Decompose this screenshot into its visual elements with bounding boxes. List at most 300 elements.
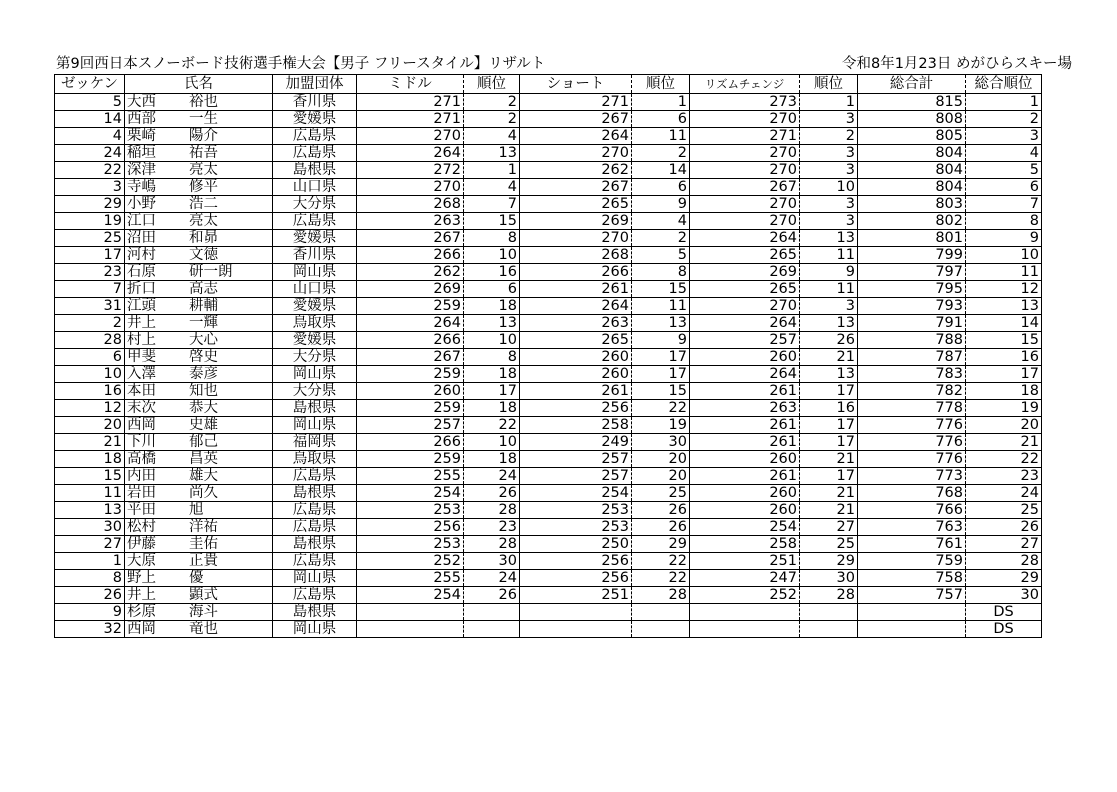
given-name: 竜也 xyxy=(189,621,218,637)
middle-rank-cell: 2 xyxy=(464,111,520,128)
given-name: 一輝 xyxy=(189,315,218,331)
table-row xyxy=(55,502,1042,519)
bib-cell: 22 xyxy=(55,162,125,179)
rhythm-rank-cell xyxy=(800,604,858,621)
middle-rank-cell: 18 xyxy=(464,400,520,417)
middle-rank-cell: 26 xyxy=(464,587,520,604)
short-rank-cell: 5 xyxy=(632,247,690,264)
middle-rank-cell: 28 xyxy=(464,502,520,519)
rhythm-score-cell: 261 xyxy=(690,383,800,400)
given-name: 優 xyxy=(189,570,204,586)
short-score-cell: 254 xyxy=(520,485,632,502)
family-name: 寺嶋 xyxy=(127,179,156,195)
bib-cell: 10 xyxy=(55,366,125,383)
total-cell: 799 xyxy=(858,247,966,264)
overall-rank-cell: 13 xyxy=(966,298,1042,315)
short-score-cell: 256 xyxy=(520,553,632,570)
family-name: 末次 xyxy=(127,400,156,416)
middle-rank-cell: 1 xyxy=(464,162,520,179)
middle-score-cell: 272 xyxy=(357,162,464,179)
total-cell: 776 xyxy=(858,417,966,434)
bib-cell: 16 xyxy=(55,383,125,400)
prefecture-cell: 岡山県 xyxy=(273,621,357,638)
middle-score-cell: 263 xyxy=(357,213,464,230)
overall-rank-cell: 25 xyxy=(966,502,1042,519)
prefecture-cell: 香川県 xyxy=(273,94,357,111)
middle-score-cell: 262 xyxy=(357,264,464,281)
table-row xyxy=(55,587,1042,604)
bib-cell: 29 xyxy=(55,196,125,213)
table-row xyxy=(55,145,1042,162)
total-cell: 803 xyxy=(858,196,966,213)
table-row xyxy=(55,553,1042,570)
col-total: 総合計 xyxy=(858,75,966,94)
middle-score-cell: 270 xyxy=(357,128,464,145)
given-name: 史雄 xyxy=(189,417,218,433)
rhythm-rank-cell: 2 xyxy=(800,128,858,145)
overall-rank-cell: 18 xyxy=(966,383,1042,400)
total-cell: 791 xyxy=(858,315,966,332)
short-score-cell: 253 xyxy=(520,519,632,536)
given-name: 顕式 xyxy=(189,587,218,603)
short-score-cell xyxy=(520,621,632,638)
short-rank-cell: 19 xyxy=(632,417,690,434)
middle-score-cell: 254 xyxy=(357,587,464,604)
family-name: 高橋 xyxy=(127,451,156,467)
family-name: 西岡 xyxy=(127,621,156,637)
rhythm-score-cell: 258 xyxy=(690,536,800,553)
middle-rank-cell: 13 xyxy=(464,145,520,162)
table-row xyxy=(55,162,1042,179)
total-cell: 776 xyxy=(858,451,966,468)
short-score-cell: 267 xyxy=(520,111,632,128)
col-rhythm-change: リズムチェンジ xyxy=(690,75,800,94)
col-rhythm-rank: 順位 xyxy=(800,75,858,94)
bib-cell: 7 xyxy=(55,281,125,298)
middle-score-cell: 259 xyxy=(357,298,464,315)
rhythm-score-cell: 257 xyxy=(690,332,800,349)
rhythm-score-cell: 270 xyxy=(690,145,800,162)
table-row xyxy=(55,621,1042,638)
rhythm-rank-cell: 16 xyxy=(800,400,858,417)
short-score-cell: 256 xyxy=(520,570,632,587)
name-cell xyxy=(125,298,273,315)
family-name: 大西 xyxy=(127,94,156,110)
middle-score-cell: 254 xyxy=(357,485,464,502)
rhythm-rank-cell: 17 xyxy=(800,468,858,485)
table-row xyxy=(55,383,1042,400)
short-rank-cell: 6 xyxy=(632,111,690,128)
name-cell xyxy=(125,400,273,417)
middle-rank-cell: 23 xyxy=(464,519,520,536)
family-name: 小野 xyxy=(127,196,156,212)
short-score-cell: 257 xyxy=(520,468,632,485)
bib-cell: 3 xyxy=(55,179,125,196)
short-rank-cell: 2 xyxy=(632,145,690,162)
name-cell xyxy=(125,111,273,128)
rhythm-score-cell: 260 xyxy=(690,451,800,468)
col-overall-rank: 総合順位 xyxy=(966,75,1042,94)
total-cell xyxy=(858,621,966,638)
middle-rank-cell: 7 xyxy=(464,196,520,213)
total-cell: 805 xyxy=(858,128,966,145)
prefecture-cell: 広島県 xyxy=(273,468,357,485)
short-rank-cell: 14 xyxy=(632,162,690,179)
rhythm-rank-cell: 27 xyxy=(800,519,858,536)
given-name: 裕也 xyxy=(189,94,218,110)
prefecture-cell: 広島県 xyxy=(273,213,357,230)
family-name: 内田 xyxy=(127,468,156,484)
short-rank-cell: 13 xyxy=(632,315,690,332)
middle-score-cell: 264 xyxy=(357,145,464,162)
middle-rank-cell: 17 xyxy=(464,383,520,400)
total-cell: 815 xyxy=(858,94,966,111)
overall-rank-cell: 4 xyxy=(966,145,1042,162)
overall-rank-cell: 28 xyxy=(966,553,1042,570)
prefecture-cell: 大分県 xyxy=(273,383,357,400)
short-rank-cell: 26 xyxy=(632,519,690,536)
middle-rank-cell: 13 xyxy=(464,315,520,332)
table-row xyxy=(55,213,1042,230)
short-rank-cell: 11 xyxy=(632,128,690,145)
rhythm-score-cell xyxy=(690,604,800,621)
name-cell xyxy=(125,162,273,179)
rhythm-score-cell: 261 xyxy=(690,417,800,434)
name-cell xyxy=(125,145,273,162)
col-short: ショート xyxy=(520,75,632,94)
bib-cell: 27 xyxy=(55,536,125,553)
middle-score-cell: 259 xyxy=(357,400,464,417)
middle-score-cell: 267 xyxy=(357,349,464,366)
rhythm-rank-cell: 17 xyxy=(800,417,858,434)
prefecture-cell: 広島県 xyxy=(273,502,357,519)
middle-score-cell: 266 xyxy=(357,247,464,264)
family-name: 入澤 xyxy=(127,366,156,382)
name-cell xyxy=(125,281,273,298)
prefecture-cell: 岡山県 xyxy=(273,417,357,434)
short-score-cell: 265 xyxy=(520,332,632,349)
table-row xyxy=(55,468,1042,485)
rhythm-score-cell: 263 xyxy=(690,400,800,417)
rhythm-rank-cell: 26 xyxy=(800,332,858,349)
middle-score-cell: 260 xyxy=(357,383,464,400)
prefecture-cell: 島根県 xyxy=(273,400,357,417)
given-name: 旭 xyxy=(189,502,204,518)
short-score-cell: 257 xyxy=(520,451,632,468)
short-rank-cell: 9 xyxy=(632,196,690,213)
rhythm-score-cell: 247 xyxy=(690,570,800,587)
middle-rank-cell: 18 xyxy=(464,298,520,315)
middle-score-cell xyxy=(357,604,464,621)
bib-cell: 18 xyxy=(55,451,125,468)
total-cell: 761 xyxy=(858,536,966,553)
rhythm-score-cell: 254 xyxy=(690,519,800,536)
total-cell: 757 xyxy=(858,587,966,604)
short-score-cell: 258 xyxy=(520,417,632,434)
bib-cell: 24 xyxy=(55,145,125,162)
name-cell xyxy=(125,366,273,383)
name-cell xyxy=(125,128,273,145)
total-cell: 759 xyxy=(858,553,966,570)
family-name: 江口 xyxy=(127,213,156,229)
rhythm-score-cell: 260 xyxy=(690,502,800,519)
total-cell: 758 xyxy=(858,570,966,587)
name-cell xyxy=(125,519,273,536)
name-cell xyxy=(125,621,273,638)
prefecture-cell: 広島県 xyxy=(273,128,357,145)
rhythm-rank-cell: 3 xyxy=(800,111,858,128)
middle-rank-cell: 28 xyxy=(464,536,520,553)
table-row xyxy=(55,111,1042,128)
rhythm-rank-cell: 3 xyxy=(800,162,858,179)
middle-score-cell: 271 xyxy=(357,111,464,128)
name-cell xyxy=(125,230,273,247)
middle-score-cell: 264 xyxy=(357,315,464,332)
middle-rank-cell: 18 xyxy=(464,451,520,468)
given-name: 高志 xyxy=(189,281,218,297)
name-cell xyxy=(125,264,273,281)
bib-cell: 8 xyxy=(55,570,125,587)
overall-rank-cell: 16 xyxy=(966,349,1042,366)
middle-rank-cell: 10 xyxy=(464,434,520,451)
bib-cell: 26 xyxy=(55,587,125,604)
short-score-cell: 251 xyxy=(520,587,632,604)
short-rank-cell xyxy=(632,621,690,638)
bib-cell: 13 xyxy=(55,502,125,519)
middle-score-cell: 271 xyxy=(357,94,464,111)
short-rank-cell: 4 xyxy=(632,213,690,230)
given-name: 文徳 xyxy=(189,247,218,263)
name-cell xyxy=(125,502,273,519)
middle-score-cell: 259 xyxy=(357,366,464,383)
table-row xyxy=(55,128,1042,145)
given-name: 祐吾 xyxy=(189,145,218,161)
short-score-cell: 256 xyxy=(520,400,632,417)
rhythm-score-cell: 260 xyxy=(690,485,800,502)
rhythm-score-cell: 270 xyxy=(690,298,800,315)
prefecture-cell: 愛媛県 xyxy=(273,230,357,247)
prefecture-cell: 香川県 xyxy=(273,247,357,264)
table-row xyxy=(55,247,1042,264)
rhythm-score-cell: 260 xyxy=(690,349,800,366)
name-cell xyxy=(125,94,273,111)
prefecture-cell: 島根県 xyxy=(273,604,357,621)
table-row xyxy=(55,485,1042,502)
bib-cell: 9 xyxy=(55,604,125,621)
rhythm-rank-cell: 3 xyxy=(800,298,858,315)
name-cell xyxy=(125,213,273,230)
family-name: 平田 xyxy=(127,502,156,518)
given-name: 亮太 xyxy=(189,162,218,178)
table-row xyxy=(55,400,1042,417)
short-rank-cell xyxy=(632,604,690,621)
name-cell xyxy=(125,434,273,451)
page-title: 第9回西日本スノーボード技術選手権大会【男子 フリースタイル】リザルト xyxy=(56,56,546,72)
table-row xyxy=(55,451,1042,468)
middle-rank-cell: 15 xyxy=(464,213,520,230)
bib-cell: 19 xyxy=(55,213,125,230)
overall-rank-cell: 12 xyxy=(966,281,1042,298)
table-row xyxy=(55,417,1042,434)
family-name: 伊藤 xyxy=(127,536,156,552)
rhythm-rank-cell: 21 xyxy=(800,502,858,519)
table-row xyxy=(55,315,1042,332)
name-cell xyxy=(125,383,273,400)
short-rank-cell: 1 xyxy=(632,94,690,111)
overall-rank-cell: 15 xyxy=(966,332,1042,349)
table-row xyxy=(55,94,1042,111)
bib-cell: 14 xyxy=(55,111,125,128)
total-cell: 801 xyxy=(858,230,966,247)
rhythm-score-cell: 269 xyxy=(690,264,800,281)
results-header xyxy=(54,54,1072,74)
total-cell: 768 xyxy=(858,485,966,502)
short-rank-cell: 20 xyxy=(632,468,690,485)
name-cell xyxy=(125,553,273,570)
total-cell: 776 xyxy=(858,434,966,451)
table-row xyxy=(55,332,1042,349)
total-cell: 793 xyxy=(858,298,966,315)
prefecture-cell: 福岡県 xyxy=(273,434,357,451)
rhythm-rank-cell: 9 xyxy=(800,264,858,281)
given-name: 啓史 xyxy=(189,349,218,365)
bib-cell: 20 xyxy=(55,417,125,434)
short-rank-cell: 6 xyxy=(632,179,690,196)
family-name: 杉原 xyxy=(127,604,156,620)
short-score-cell: 264 xyxy=(520,128,632,145)
overall-rank-cell: 2 xyxy=(966,111,1042,128)
total-cell: 763 xyxy=(858,519,966,536)
middle-rank-cell xyxy=(464,621,520,638)
prefecture-cell: 山口県 xyxy=(273,179,357,196)
middle-score-cell: 255 xyxy=(357,570,464,587)
middle-score-cell: 266 xyxy=(357,434,464,451)
name-cell xyxy=(125,536,273,553)
bib-cell: 12 xyxy=(55,400,125,417)
middle-rank-cell: 10 xyxy=(464,332,520,349)
middle-score-cell: 268 xyxy=(357,196,464,213)
col-middle-rank: 順位 xyxy=(464,75,520,94)
given-name: 郁己 xyxy=(189,434,218,450)
given-name: 雄大 xyxy=(189,468,218,484)
bib-cell: 5 xyxy=(55,94,125,111)
overall-rank-cell: 22 xyxy=(966,451,1042,468)
name-cell xyxy=(125,332,273,349)
total-cell: 783 xyxy=(858,366,966,383)
rhythm-score-cell xyxy=(690,621,800,638)
rhythm-score-cell: 265 xyxy=(690,281,800,298)
given-name: 浩二 xyxy=(189,196,218,212)
rhythm-rank-cell: 25 xyxy=(800,536,858,553)
given-name: 昌英 xyxy=(189,451,218,467)
rhythm-rank-cell: 29 xyxy=(800,553,858,570)
rhythm-score-cell: 267 xyxy=(690,179,800,196)
given-name: 海斗 xyxy=(189,604,218,620)
table-row xyxy=(55,349,1042,366)
rhythm-score-cell: 270 xyxy=(690,162,800,179)
middle-score-cell: 252 xyxy=(357,553,464,570)
short-score-cell: 260 xyxy=(520,366,632,383)
short-rank-cell: 25 xyxy=(632,485,690,502)
total-cell xyxy=(858,604,966,621)
overall-rank-cell: 21 xyxy=(966,434,1042,451)
middle-score-cell: 266 xyxy=(357,332,464,349)
middle-rank-cell: 24 xyxy=(464,570,520,587)
table-header-row xyxy=(55,75,1042,94)
short-rank-cell: 9 xyxy=(632,332,690,349)
rhythm-score-cell: 265 xyxy=(690,247,800,264)
family-name: 江頭 xyxy=(127,298,156,314)
name-cell xyxy=(125,349,273,366)
short-score-cell: 266 xyxy=(520,264,632,281)
rhythm-rank-cell: 21 xyxy=(800,349,858,366)
col-name: 氏名 xyxy=(125,75,273,94)
prefecture-cell: 愛媛県 xyxy=(273,111,357,128)
middle-rank-cell: 22 xyxy=(464,417,520,434)
middle-score-cell: 256 xyxy=(357,519,464,536)
short-score-cell: 249 xyxy=(520,434,632,451)
short-score-cell: 269 xyxy=(520,213,632,230)
middle-score-cell: 267 xyxy=(357,230,464,247)
prefecture-cell: 鳥取県 xyxy=(273,315,357,332)
overall-rank-cell: 11 xyxy=(966,264,1042,281)
middle-rank-cell: 4 xyxy=(464,179,520,196)
bib-cell: 30 xyxy=(55,519,125,536)
rhythm-rank-cell: 10 xyxy=(800,179,858,196)
rhythm-rank-cell xyxy=(800,621,858,638)
short-rank-cell: 11 xyxy=(632,298,690,315)
bib-cell: 17 xyxy=(55,247,125,264)
middle-rank-cell: 8 xyxy=(464,230,520,247)
prefecture-cell: 広島県 xyxy=(273,553,357,570)
middle-rank-cell: 30 xyxy=(464,553,520,570)
middle-score-cell: 259 xyxy=(357,451,464,468)
given-name: 一生 xyxy=(189,111,218,127)
middle-rank-cell: 6 xyxy=(464,281,520,298)
total-cell: 804 xyxy=(858,179,966,196)
table-body xyxy=(55,94,1042,638)
bib-cell: 2 xyxy=(55,315,125,332)
overall-rank-cell: 27 xyxy=(966,536,1042,553)
bib-cell: 28 xyxy=(55,332,125,349)
col-short-rank: 順位 xyxy=(632,75,690,94)
short-score-cell: 267 xyxy=(520,179,632,196)
given-name: 洋祐 xyxy=(189,519,218,535)
family-name: 栗崎 xyxy=(127,128,156,144)
overall-rank-cell: 7 xyxy=(966,196,1042,213)
bib-cell: 25 xyxy=(55,230,125,247)
given-name: 修平 xyxy=(189,179,218,195)
family-name: 沼田 xyxy=(127,230,156,246)
rhythm-rank-cell: 11 xyxy=(800,281,858,298)
short-rank-cell: 8 xyxy=(632,264,690,281)
bib-cell: 11 xyxy=(55,485,125,502)
table-row xyxy=(55,366,1042,383)
bib-cell: 4 xyxy=(55,128,125,145)
prefecture-cell: 広島県 xyxy=(273,519,357,536)
family-name: 井上 xyxy=(127,315,156,331)
short-score-cell: 264 xyxy=(520,298,632,315)
given-name: 大心 xyxy=(189,332,218,348)
short-score-cell: 268 xyxy=(520,247,632,264)
rhythm-rank-cell: 3 xyxy=(800,145,858,162)
name-cell xyxy=(125,417,273,434)
short-rank-cell: 22 xyxy=(632,570,690,587)
middle-score-cell: 253 xyxy=(357,536,464,553)
total-cell: 778 xyxy=(858,400,966,417)
prefecture-cell: 島根県 xyxy=(273,536,357,553)
short-score-cell: 261 xyxy=(520,383,632,400)
